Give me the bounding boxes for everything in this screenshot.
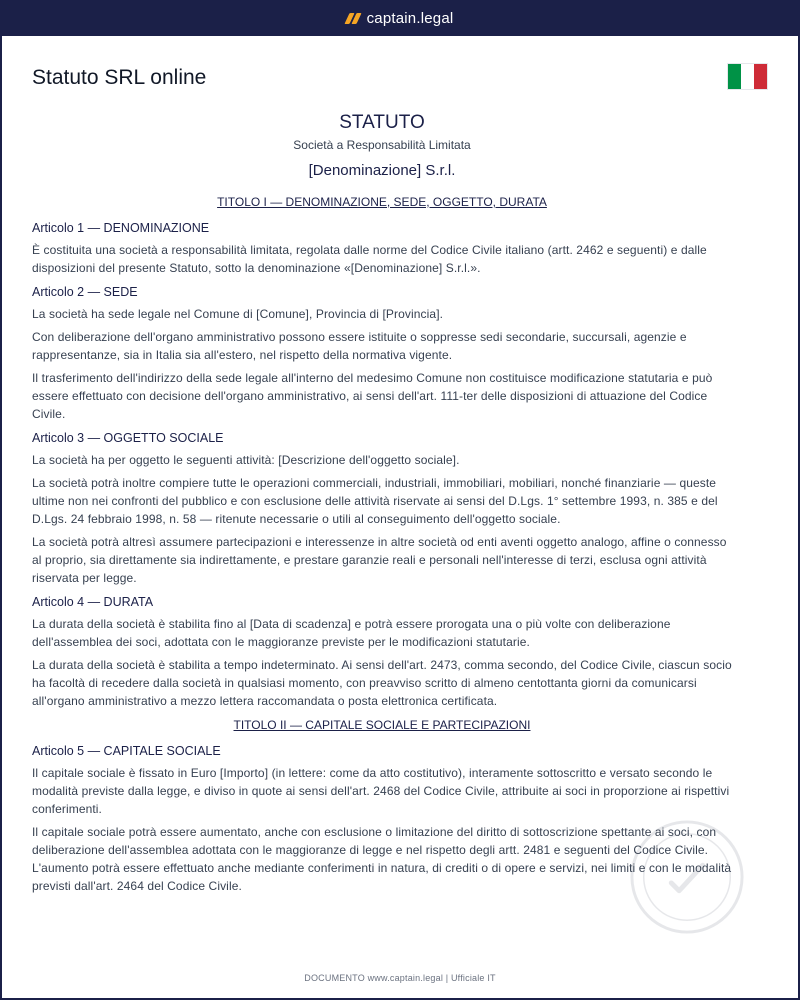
flag-stripe-white [741, 64, 754, 89]
article-paragraph: Con deliberazione dell'organo amministrativo possono essere istituite o soppresse sedi secondarie, succursali, agenzie e rappresentanze, sia in Italia sia all'estero, nel rispetto della normativa vigente. [32, 330, 687, 362]
article-title: Articolo 1 — DENOMINAZIONE [32, 221, 210, 235]
article-title: Articolo 5 — CAPITALE SOCIALE [32, 744, 221, 758]
article-title: Articolo 4 — DURATA [32, 595, 154, 609]
flag-stripe-red [754, 64, 767, 89]
article-title: Articolo 2 — SEDE [32, 285, 138, 299]
company-name: [Denominazione] S.r.l. [308, 162, 456, 179]
article-paragraph: La durata della società è stabilita fino al [Data di scadenza] e potrà essere prorogata una o più volte con deliberazione dell'assemblea dei soci, adottata con le maggioranze previste per le modificazioni statutarie. [32, 617, 671, 649]
flag-stripe-green [728, 64, 741, 89]
section-heading: TITOLO II — CAPITALE SOCIALE E PARTECIPAZIONI [233, 718, 531, 732]
section-titolo-1 [32, 195, 732, 710]
article-paragraph: Il trasferimento dell'indirizzo della sede legale all'interno del medesimo Comune non costituisce modificazione statutaria e può essere effettuato con decisione dell'organo amministrativo, ai sensi dell'art. 111-ter delle disposizioni di attuazione del Codice Civile. [32, 371, 713, 421]
certified-stamp-icon [628, 818, 746, 936]
top-bar [0, 0, 800, 36]
article-paragraph: La società potrà altresì assumere partecipazioni e interessenze in altre società od enti aventi oggetto analogo, affine o connesso al proprio, sia direttamente sia indirettamente, e prestare garanzie reali e personali nell'interesse di terzi, esclusa ogni attività riservata per legge. [32, 535, 727, 585]
article-paragraph: Il capitale sociale potrà essere aumentato, anche con esclusione o limitazione del diritto di sottoscrizione spettante ai soci, con deliberazione dell'assemblea adottata con le maggioranze di legge e nel rispetto degli artt. 2481 e seguenti del Codice Civile. L'aumento potrà essere effettuato anche mediante conferimenti in natura, di crediti o di opere e servizi, nei limiti e con le modalità previsti dall'art. 2464 del Codice Civile. [32, 825, 732, 893]
article-3 [32, 431, 732, 587]
document-subtitle: Società a Responsabilità Limitata [293, 138, 471, 152]
page-title: Statuto SRL online [32, 66, 207, 89]
article-1 [32, 221, 732, 277]
footer-note: DOCUMENTO www.captain.legal | Ufficiale IT [304, 973, 496, 983]
document-title: STATUTO [339, 112, 425, 133]
brand-name[interactable]: captain.legal [366, 9, 454, 27]
brand-logo-icon [347, 13, 359, 24]
italian-flag-icon [728, 64, 767, 89]
statute-document [32, 110, 732, 903]
article-paragraph: La società ha per oggetto le seguenti attività: [Descrizione dell'oggetto sociale]. [32, 453, 460, 467]
article-paragraph: La durata della società è stabilita a tempo indeterminato. Ai sensi dell'art. 2473, comma secondo, del Codice Civile, ciascun socio ha facoltà di recedere dalla società in qualsiasi momento, con preavviso scritto di almeno centottanta giorni da comunicarsi all'organo amministrativo a mezzo lettera raccomandata o posta elettronica certificata. [32, 658, 732, 708]
article-paragraph: Il capitale sociale è fissato in Euro [Importo] (in lettere: come da atto costitutivo), interamente sottoscritto e versato secondo le modalità previste dalla legge, e diviso in quote ai sensi dell'art. 2468 del Codice Civile, attribuite ai soci in proporzione ai rispettivi conferimenti. [32, 766, 730, 816]
article-2 [32, 285, 732, 423]
article-paragraph: La società ha sede legale nel Comune di [Comune], Provincia di [Provincia]. [32, 307, 444, 321]
article-title: Articolo 3 — OGGETTO SOCIALE [32, 431, 224, 445]
section-heading: TITOLO I — DENOMINAZIONE, SEDE, OGGETTO, DURATA [217, 195, 547, 209]
article-5 [32, 744, 732, 895]
article-paragraph: È costituita una società a responsabilità limitata, regolata dalle norme del Codice Civile italiano (artt. 2462 e seguenti) e dalle disposizioni del presente Statuto, sotto la denominazione «[Denominazione] S.r.l.». [32, 243, 707, 275]
section-titolo-2 [32, 718, 732, 895]
article-4 [32, 595, 732, 710]
article-paragraph: La società potrà inoltre compiere tutte le operazioni commerciali, industriali, immobiliari, mobiliari, nonché finanziarie — queste ultime non nei confronti del pubblico e con esclusione delle attività riservate ai sensi del D.Lgs. 1° settembre 1993, n. 385 e del D.Lgs. 24 febbraio 1998, n. 58 — ritenute necessarie o utili al conseguimento dell'oggetto sociale. [32, 476, 718, 526]
